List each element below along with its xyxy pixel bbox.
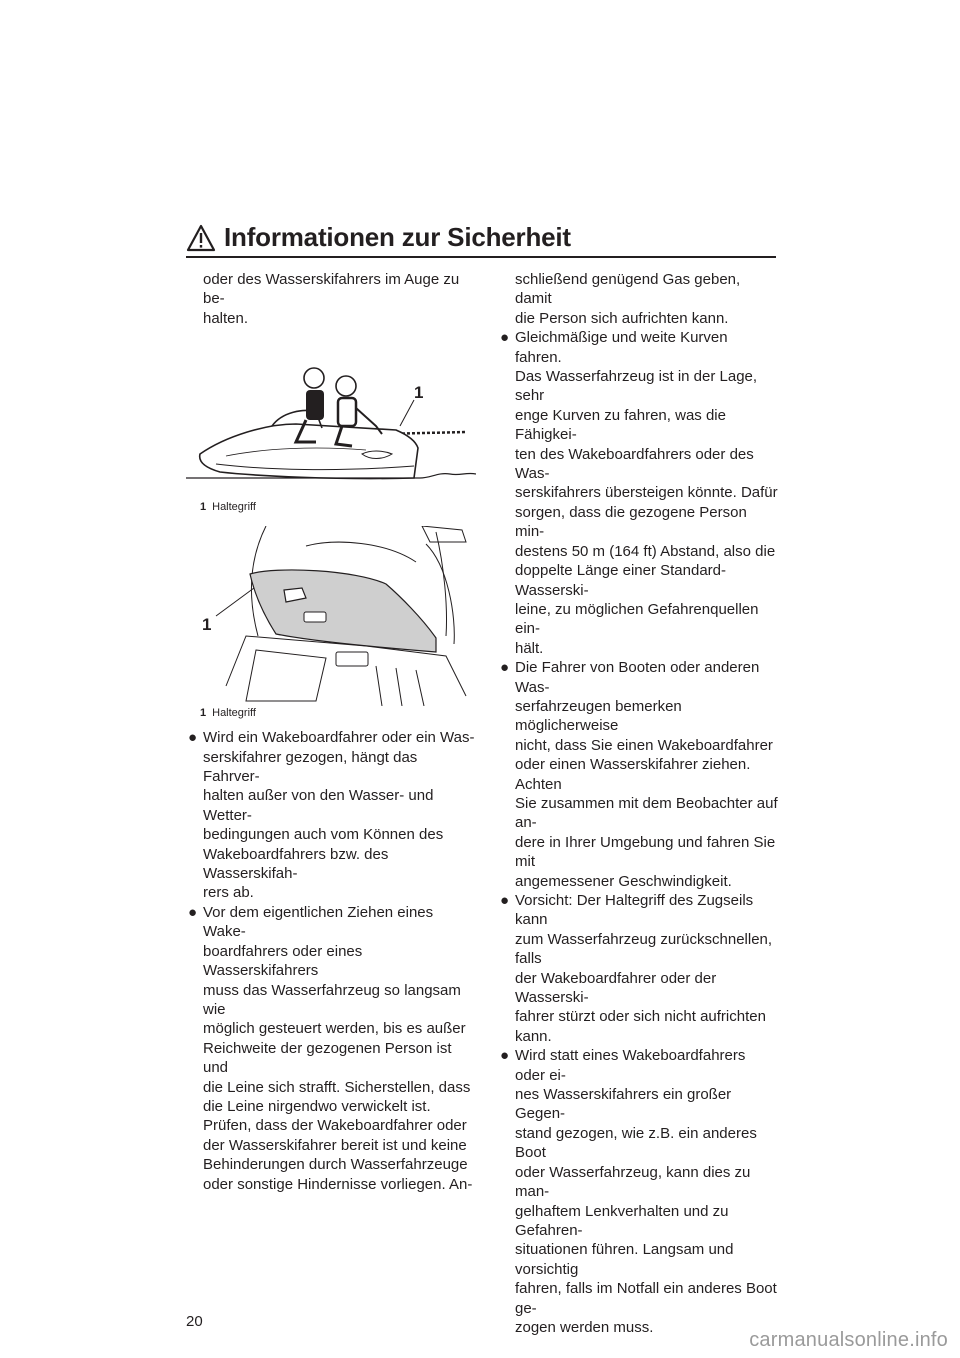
- bullet-glyph: ●: [188, 903, 198, 921]
- figure1-caption-text: Haltegriff: [212, 501, 256, 514]
- list-item: [498, 658, 778, 891]
- bullet-glyph: ●: [500, 892, 510, 909]
- intro-text: oder des Wasserskifahrers im Auge zu be- halten.: [203, 271, 460, 327]
- figure1-caption: [186, 500, 476, 514]
- warning-triangle-icon: [186, 224, 216, 252]
- jetski-riders-illustration: [186, 338, 476, 488]
- continuation-text: schließend genügend Gas geben, damit die Person sich aufrichten kann.: [515, 271, 741, 327]
- list-item: [186, 728, 476, 903]
- page-title: Informationen zur Sicherheit: [224, 222, 571, 252]
- list-item-text: Wird statt eines Wakeboardfahrers oder ei- nes Wasserskifahrers ein großer Gegen- stand gezogen, wie z.B. ein anderes Boot oder Wasserfahrzeug, kann dies zu man- gelhaftem Lenkverhalten und zu Gefahren- situationen führen. Langsam und vorsichtig fahren, falls im Notfall ein anderes Boot ge- zogen werden muss.: [515, 1047, 777, 1336]
- list-item: [498, 1046, 778, 1337]
- list-item-text: Die Fahrer von Booten oder anderen Was- serfahrzeugen bemerken möglicherweise nicht, dass Sie einen Wakeboardfahrer oder einen Wasserskifahrer ziehen. Achten Sie zusammen mit dem Beobachter auf an- dere in Ihrer Umgebung und fahren Sie mit angemessener Geschwindigkeit.: [515, 659, 778, 890]
- bullet-glyph: ●: [500, 1047, 510, 1065]
- left-column: [186, 270, 476, 1194]
- figure2-caption-text: Haltegriff: [212, 707, 256, 720]
- list-item-text: Gleichmäßige und weite Kurven fahren. Das Wasserfahrzeug ist in der Lage, sehr enge Kurven zu fahren, was die Fähigkei- ten des Wakeboardfahrers oder des Was- serskifahrers übersteigen könnte. Dafür sorgen, dass die gezogene Person min- destens 50 m (164 ft) Abstand, also die doppelte Länge einer Standard-Wasserski- leine, zu möglichen Gefahrenquellen ein- hält.: [515, 329, 778, 657]
- figure2-caption: [186, 706, 476, 720]
- figure-jetski-riders: [186, 338, 476, 514]
- section-header: [186, 222, 776, 258]
- bullet-glyph: ●: [500, 659, 510, 677]
- figure2-callout: 1: [202, 615, 212, 635]
- page-number: 20: [186, 1313, 203, 1330]
- grab-handle-illustration: [186, 526, 476, 706]
- list-item-text: Wird ein Wakeboardfahrer oder ein Was- serskifahrer gezogen, hängt das Fahrver- halten außer von den Wasser- und Wetter- bedingungen auch vom Können des Wakeboardfahrers bzw. des Wasserskifah- rers ab.: [203, 729, 475, 902]
- bullet-glyph: ●: [188, 729, 198, 747]
- watermark: carmanualsonline.info: [749, 1329, 948, 1351]
- right-column: [498, 270, 778, 1337]
- list-item: [186, 903, 476, 1194]
- figure1-callout: 1: [414, 383, 424, 403]
- figure-grab-handle: [186, 526, 476, 720]
- list-item-text: Vor dem eigentlichen Ziehen eines Wake- boardfahrers oder eines Wasserskifahrers muss das Wasserfahrzeug so langsam wie möglich gesteuert werden, bis es außer Reichweite der gezogenen Person ist und die Leine sich strafft. Sicherstellen, dass die Leine nirgendwo verwickelt ist. Prüfen, dass der Wakeboardfahrer oder der Wasserskifahrer bereit ist und keine Behinderungen durch Wasserfahrzeuge oder sonstige Hindernisse vorliegen. An-: [203, 903, 473, 1193]
- figure2-caption-number: 1: [200, 707, 207, 720]
- list-item-text: Vorsicht: Der Haltegriff des Zugseils kann zum Wasserfahrzeug zurückschnellen, falls der Wakeboardfahrer oder der Wasserski- fahrer stürzt oder sich nicht aufrichten kann.: [515, 892, 773, 1045]
- list-item: [498, 891, 778, 1046]
- bullet-glyph: ●: [500, 329, 510, 347]
- list-item: [498, 328, 778, 658]
- figure1-caption-number: 1: [200, 501, 207, 514]
